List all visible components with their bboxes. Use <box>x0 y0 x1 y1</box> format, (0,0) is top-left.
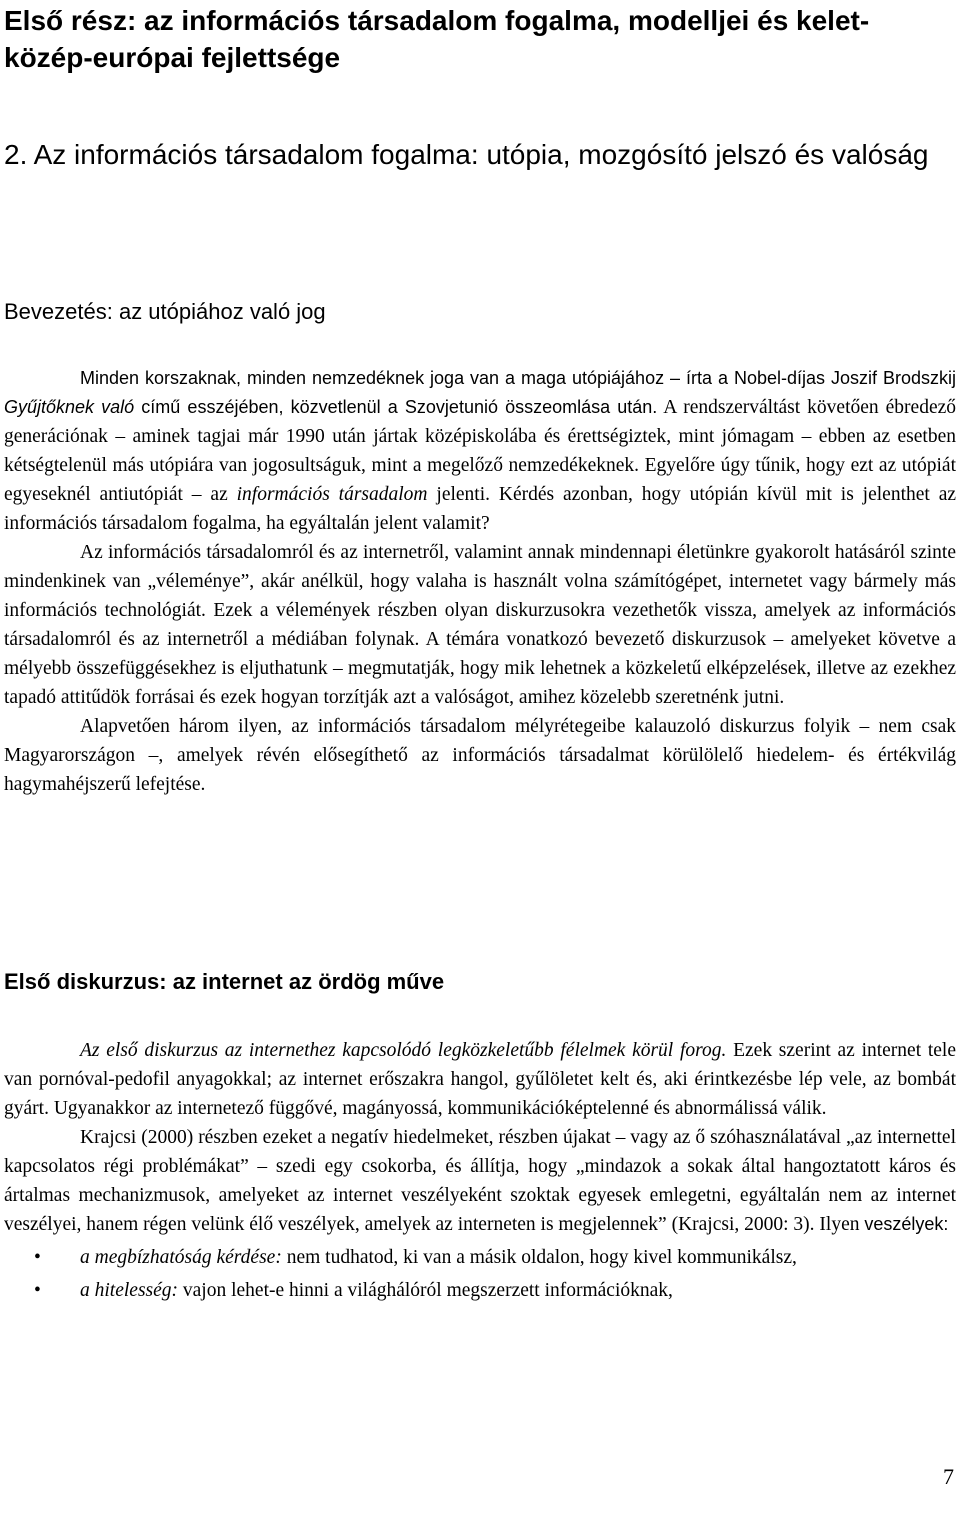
intro-quote-source: című esszéjében, közvetlenül a Szovjetunió összeomlása után. <box>134 397 658 417</box>
intro-heading: Bevezetés: az utópiához való jog <box>4 299 326 324</box>
discourse-1-heading: Első diskurzus: az internet az ördög műve <box>4 969 445 994</box>
bullet-term: a hitelesség: <box>80 1280 179 1301</box>
discourse-1-paragraph-1 <box>4 1036 956 1123</box>
bullet-dot-icon: • <box>34 1247 41 1268</box>
intro-paragraph-1-text: A rendszerváltást követően ébredező generációnak – aminek tagjai már 1990 után jártak középiskolába és érettségiztek, mint jómagam – ebben az esetben kétségtelenül más utópiára van jogosultságuk, mint a megelőző nemzedékeknek. Egyelőre úgy tűnik, hogy ezt az utópiát egyeseknél antiutópiát – az <box>4 397 957 505</box>
discourse-1-lead: Az első diskurzus az internethez kapcsolódó legközkeletűbb félelmek körül forog. <box>80 1040 727 1061</box>
bullet-term: a megbízhatóság kérdése: <box>80 1247 282 1268</box>
intro-paragraph-2: Az információs társadalomról és az internetről, valamint annak mindennapi életünkre gyakorolt hatásáról szinte mindenkinek van „véleménye”, akár anélkül, hogy valaha is használt volna számítógépet, internetet vagy bármely más információs technológiát. Ezek a vélemények részben olyan diskurzusokra vezethetők vissza, amelyek az információs társadalomról és az internetről a médiában folynak. A témára vonatkozó bevezető diskurzusok – amelyeket követve a mélyebb összefüggésekhez is eljuthatunk – megmutatják, hogy mik lehetnek a közkeletű elképzelések, illetve az ezekhez tapadó attitűdök forrásai és ezek hogyan torzítják azt a valóságot, amihez közelebb szeretnénk jutni. <box>4 542 956 708</box>
bullet-text: nem tudhatod, ki van a másik oldalon, hogy kivel kommunikálsz, <box>281 1247 797 1268</box>
intro-paragraph-3: Alapvetően három ilyen, az információs társadalom mélyrétegeibe kalauzoló diskurzus folyik – nem csak Magyarországon –, amelyek révén elősegíthető az információs társadalmat körülölelő hiedelem- és értékvilág hagymahéjszerű lefejtése. <box>4 716 956 795</box>
part-title: Első rész: az információs társadalom fogalma, modelljei és kelet-közép-európai fejlettsége <box>4 5 870 73</box>
bullet-text: vajon lehet-e hinni a világhálóról megszerzett információknak, <box>178 1280 673 1301</box>
discourse-1-paragraph-1-text: Ezek szerint az internet tele van pornóval-pedofil anyagokkal; az internet erőszakra hangol, gyűlöletet kelt és, aki érintkezésbe lép vele, az bombát gyárt. Ugyanakkor az internetező függővé, magányossá, kommunikációképtelenné és abnormálissá válik. <box>4 1040 956 1119</box>
chapter-title: 2. Az információs társadalom fogalma: utópia, mozgósító jelszó és valóság <box>4 139 929 170</box>
bullet-item <box>4 1243 956 1272</box>
discourse-1-paragraph-2 <box>4 1123 956 1239</box>
discourse-1-paragraph-2-tail: veszélyek: <box>864 1214 949 1234</box>
intro-paragraph-1-end: jelenti. Kérdés azonban, hogy utópián kívül mit is jelenthet az információs társadalom fogalma, ha egyáltalán jelent valamit? <box>4 484 957 534</box>
key-term: információs társadalom <box>236 484 428 505</box>
intro-paragraph-1 <box>4 364 956 538</box>
page-number: 7 <box>943 1464 954 1489</box>
intro-quote-text: Minden korszaknak, minden nemzedéknek joga van a maga utópiájához – írta a Nobel-díjas Joszif Brodszkij <box>80 368 956 388</box>
bullet-item <box>4 1276 956 1305</box>
essay-title: Gyűjtőknek való <box>4 397 135 417</box>
bullet-dot-icon: • <box>34 1280 41 1301</box>
discourse-1-body <box>4 1036 956 1305</box>
discourse-1-paragraph-2-text: Krajcsi (2000) részben ezeket a negatív hiedelmeket, részben újakat – vagy az ő szóhasználatával „az internettel kapcsolatos régi problémákat” – szedi egy csokorba, és állítja, hogy „mindazok a sokak által hangoztatott káros és ártalmas mechanizmusok, amelyeket az internet veszélyeként szoktak egyesek emlegetni, egyáltalán nem az internet veszélyei, hanem régen velünk élő veszélyek, amelyek az interneten is megjelennek” (Krajcsi, 2000: 3). Ilyen <box>4 1127 956 1235</box>
intro-body <box>4 364 956 799</box>
